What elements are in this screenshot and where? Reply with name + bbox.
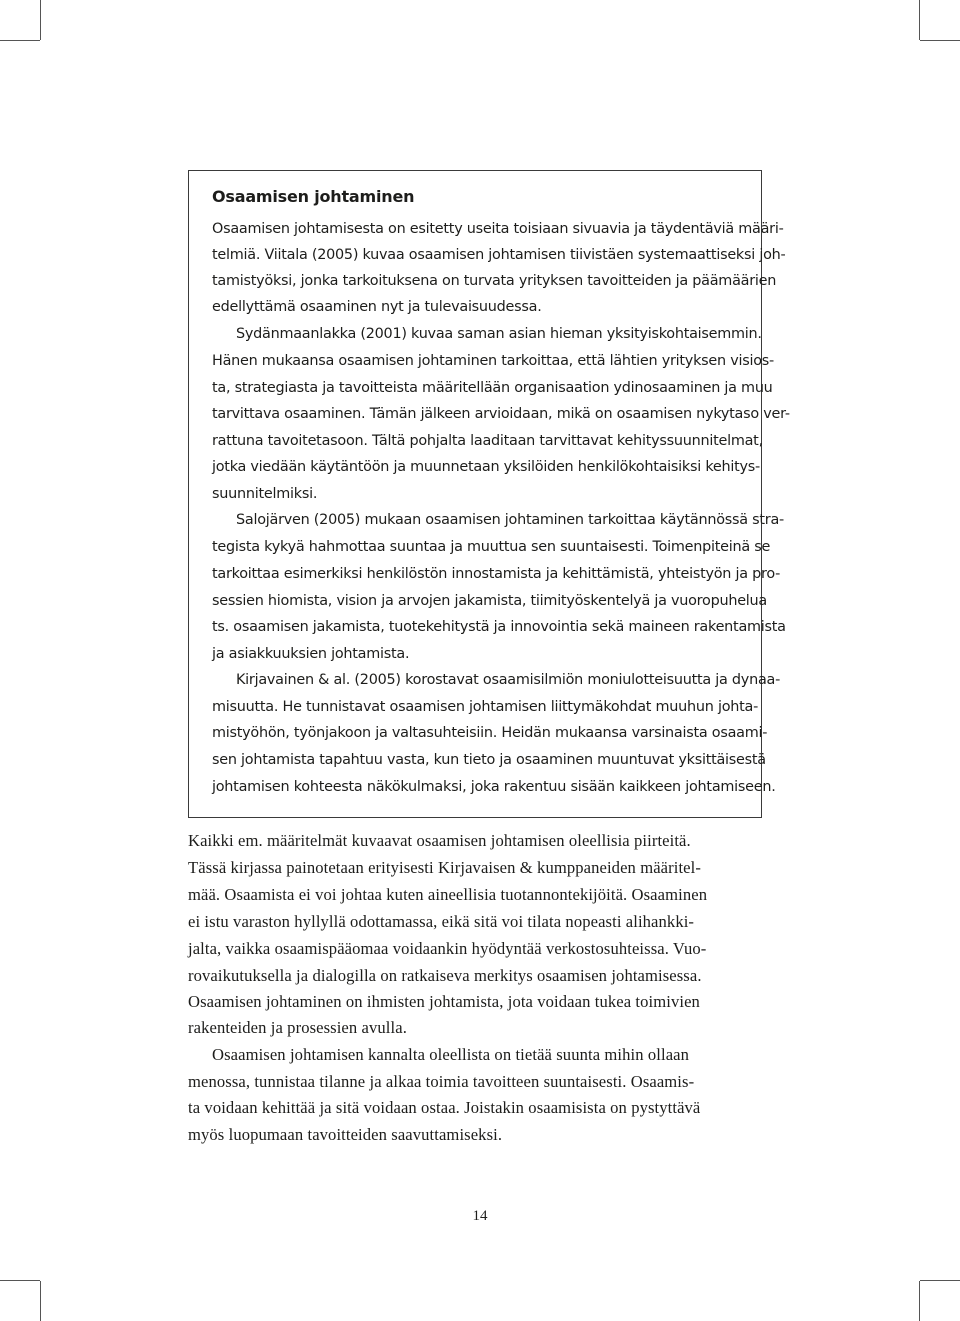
crop-mark xyxy=(919,0,920,40)
crop-mark xyxy=(0,1280,40,1281)
sidebar-line: telmiä. Viitala (2005) kuvaa osaamisen johtamisen tiivistäen systemaattiseksi joh- xyxy=(212,247,786,263)
body-line: mää. Osaamista ei voi johtaa kuten aineellisia tuotannontekijöitä. Osaaminen xyxy=(188,885,708,904)
sidebar-line: ta, strategiasta ja tavoitteista määritellään organisaation ydinosaaminen ja muu xyxy=(212,380,773,396)
sidebar-line: ja asiakkuuksien johtamista. xyxy=(212,646,410,662)
sidebar-line: sessien hiomista, vision ja arvojen jakamista, tiimityöskentelyä ja vuoropuhelua xyxy=(212,593,767,609)
crop-mark xyxy=(40,0,41,40)
sidebar-line: Hänen mukaansa osaamisen johtaminen tarkoittaa, että lähtien yrityksen visios- xyxy=(212,353,774,369)
crop-mark xyxy=(919,1281,920,1321)
sidebar-line: Kirjavainen & al. (2005) korostavat osaamisilmiön moniulotteisuutta ja dynaa- xyxy=(236,672,781,688)
sidebar-title: Osaamisen johtaminen xyxy=(212,187,415,206)
sidebar-line: tarvittava osaaminen. Tämän jälkeen arvioidaan, mikä on osaamisen nykytaso ver- xyxy=(212,406,790,422)
body-line: ei istu varaston hyllyllä odottamassa, eikä sitä voi tilata nopeasti alihankki- xyxy=(188,912,695,931)
sidebar-line: suunnitelmiksi. xyxy=(212,486,318,502)
body-line: rovaikutuksella ja dialogilla on ratkaiseva merkitys osaamisen johtamisessa. xyxy=(188,966,702,985)
page-number: 14 xyxy=(472,1208,488,1224)
body-line: menossa, tunnistaa tilanne ja alkaa toimia tavoitteen suuntaisesti. Osaamis- xyxy=(188,1072,695,1091)
sidebar-line: misuutta. He tunnistavat osaamisen johtamisen liittymäkohdat muuhun johta- xyxy=(212,699,759,715)
sidebar-line: edellyttämä osaaminen nyt ja tulevaisuudessa. xyxy=(212,299,542,315)
sidebar-line: johtamisen kohteesta näkökulmaksi, joka rakentuu sisään kaikkeen johtamiseen. xyxy=(212,779,776,795)
body-line: ta voidaan kehittää ja sitä voidaan ostaa. Joistakin osaamisista on pystyttävä xyxy=(188,1098,701,1117)
sidebar-line: mistyöhön, työnjakoon ja valtasuhteisiin. Heidän mukaansa varsinaista osaami- xyxy=(212,725,768,741)
crop-mark xyxy=(920,1280,960,1281)
sidebar-line: Osaamisen johtamisesta on esitetty useita toisiaan sivuavia ja täydentäviä määri- xyxy=(212,221,784,237)
sidebar-line: jotka viedään käytäntöön ja muunnetaan yksilöiden henkilökohtaisiksi kehitys- xyxy=(212,459,760,475)
body-line: Osaamisen johtamisen kannalta oleellista on tietää suunta mihin ollaan xyxy=(212,1045,690,1064)
crop-mark xyxy=(0,40,40,41)
crop-mark xyxy=(40,1281,41,1321)
sidebar-line: Sydänmaanlakka (2001) kuvaa saman asian hieman yksityiskohtaisemmin. xyxy=(236,326,762,342)
sidebar-line: rattuna tavoitetasoon. Tältä pohjalta laaditaan tarvittavat kehityssuunnitelmat, xyxy=(212,433,763,449)
sidebar-line: ts. osaamisen jakamista, tuotekehitystä ja innovointia sekä maineen rakentamista xyxy=(212,619,786,635)
sidebar-line: tamistyöksi, jonka tarkoituksena on turvata yrityksen tavoitteiden ja päämäärien xyxy=(212,273,777,289)
crop-mark xyxy=(920,40,960,41)
body-line: rakenteiden ja prosessien avulla. xyxy=(188,1018,407,1037)
sidebar-line: tarkoittaa esimerkiksi henkilöstön innostamista ja kehittämistä, yhteistyön ja pro- xyxy=(212,566,781,582)
sidebar-line: tegista kykyä hahmottaa suuntaa ja muuttua sen suuntaisesti. Toimenpiteinä se xyxy=(212,539,771,555)
body-line: jalta, vaikka osaamispääomaa voidaankin hyödyntää verkostosuhteissa. Vuo- xyxy=(188,939,707,958)
body-line: myös luopumaan tavoitteiden saavuttamiseksi. xyxy=(188,1125,503,1144)
body-line: Osaamisen johtaminen on ihmisten johtamista, jota voidaan tukea toimivien xyxy=(188,992,700,1011)
body-line: Kaikki em. määritelmät kuvaavat osaamisen johtamisen oleellisia piirteitä. xyxy=(188,831,691,850)
sidebar-line: sen johtamista tapahtuu vasta, kun tieto ja osaaminen muuntuvat yksittäisestä xyxy=(212,752,766,768)
body-line: Tässä kirjassa painotetaan erityisesti Kirjavaisen & kumppaneiden määritel- xyxy=(188,858,701,877)
sidebar-line: Salojärven (2005) mukaan osaamisen johtaminen tarkoittaa käytännössä stra- xyxy=(236,512,784,528)
